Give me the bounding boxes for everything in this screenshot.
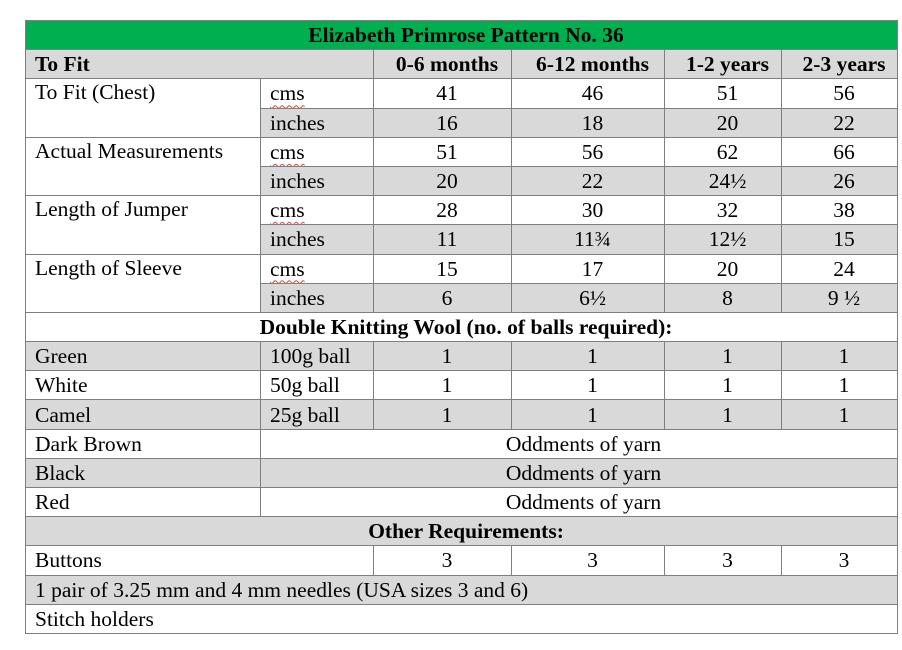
value-cell: 6½ — [512, 283, 665, 312]
ball-count: 1 — [665, 400, 782, 429]
value-cell: 12½ — [665, 225, 782, 254]
size-header: 6-12 months — [512, 50, 665, 79]
measurement-row — [26, 137, 898, 166]
value-cell: 16 — [374, 108, 512, 137]
wool-row — [26, 400, 898, 429]
unit-label — [261, 137, 374, 166]
value-cell: 22 — [782, 108, 898, 137]
ball-count: 1 — [374, 400, 512, 429]
needles-text: 1 pair of 3.25 mm and 4 mm needles (USA sizes 3 and 6) — [26, 575, 898, 604]
value-cell: 56 — [512, 137, 665, 166]
ball-weight: 50g ball — [261, 371, 374, 400]
wool-colour: White — [26, 371, 261, 400]
buttons-label: Buttons — [26, 546, 374, 575]
value-cell: 28 — [374, 196, 512, 225]
measurement-label: To Fit (Chest) — [26, 79, 261, 137]
unit-label: inches — [261, 108, 374, 137]
ball-weight: 100g ball — [261, 342, 374, 371]
unit-label — [261, 254, 374, 283]
unit-label — [261, 196, 374, 225]
header-row — [26, 50, 898, 79]
ball-count: 1 — [374, 371, 512, 400]
wool-heading: Double Knitting Wool (no. of balls required): — [26, 312, 898, 341]
button-count: 3 — [782, 546, 898, 575]
measurement-label: Actual Measurements — [26, 137, 261, 195]
wool-colour: Red — [26, 488, 261, 517]
other-heading: Other Requirements: — [26, 517, 898, 546]
value-cell: 26 — [782, 166, 898, 195]
value-cell: 24 — [782, 254, 898, 283]
value-cell: 15 — [782, 225, 898, 254]
ball-count: 1 — [665, 342, 782, 371]
unit-cms: cms — [270, 139, 305, 164]
ball-count: 1 — [782, 342, 898, 371]
value-cell: 15 — [374, 254, 512, 283]
oddment-row — [26, 458, 898, 487]
pattern-title: Elizabeth Primrose Pattern No. 36 — [26, 21, 898, 50]
ball-count: 1 — [512, 342, 665, 371]
wool-row — [26, 371, 898, 400]
value-cell: 20 — [374, 166, 512, 195]
stitch-holders-text: Stitch holders — [26, 604, 898, 633]
ball-count: 1 — [665, 371, 782, 400]
size-header: 0-6 months — [374, 50, 512, 79]
oddment-note: Oddments of yarn — [261, 458, 898, 487]
button-count: 3 — [374, 546, 512, 575]
value-cell: 20 — [665, 254, 782, 283]
ball-weight: 25g ball — [261, 400, 374, 429]
value-cell: 6 — [374, 283, 512, 312]
size-header: 2-3 years — [782, 50, 898, 79]
ball-count: 1 — [374, 342, 512, 371]
value-cell: 24½ — [665, 166, 782, 195]
value-cell: 9 ½ — [782, 283, 898, 312]
ball-count: 1 — [782, 371, 898, 400]
section-heading-row — [26, 517, 898, 546]
wool-colour: Camel — [26, 400, 261, 429]
title-row — [26, 21, 898, 50]
measurement-label: Length of Sleeve — [26, 254, 261, 312]
wool-colour: Black — [26, 458, 261, 487]
section-heading-row — [26, 312, 898, 341]
measurement-row — [26, 196, 898, 225]
value-cell: 51 — [374, 137, 512, 166]
unit-cms: cms — [270, 81, 305, 106]
value-cell: 62 — [665, 137, 782, 166]
stitch-holders-row — [26, 604, 898, 633]
oddment-note: Oddments of yarn — [261, 488, 898, 517]
measurement-row — [26, 79, 898, 108]
value-cell: 11 — [374, 225, 512, 254]
measurement-row — [26, 254, 898, 283]
oddment-row — [26, 429, 898, 458]
unit-label: inches — [261, 225, 374, 254]
to-fit-header: To Fit — [26, 50, 374, 79]
ball-count: 1 — [782, 400, 898, 429]
oddment-row — [26, 488, 898, 517]
unit-label: inches — [261, 283, 374, 312]
ball-count: 1 — [512, 371, 665, 400]
value-cell: 18 — [512, 108, 665, 137]
wool-colour: Green — [26, 342, 261, 371]
wool-colour: Dark Brown — [26, 429, 261, 458]
value-cell: 66 — [782, 137, 898, 166]
ball-count: 1 — [512, 400, 665, 429]
size-header: 1-2 years — [665, 50, 782, 79]
value-cell: 11¾ — [512, 225, 665, 254]
button-count: 3 — [512, 546, 665, 575]
value-cell: 38 — [782, 196, 898, 225]
value-cell: 56 — [782, 79, 898, 108]
pattern-table — [25, 20, 898, 634]
unit-label — [261, 79, 374, 108]
value-cell: 32 — [665, 196, 782, 225]
value-cell: 17 — [512, 254, 665, 283]
measurement-label: Length of Jumper — [26, 196, 261, 254]
value-cell: 20 — [665, 108, 782, 137]
value-cell: 46 — [512, 79, 665, 108]
needles-row — [26, 575, 898, 604]
value-cell: 8 — [665, 283, 782, 312]
button-count: 3 — [665, 546, 782, 575]
value-cell: 22 — [512, 166, 665, 195]
value-cell: 41 — [374, 79, 512, 108]
unit-cms: cms — [270, 198, 305, 223]
value-cell: 51 — [665, 79, 782, 108]
value-cell: 30 — [512, 196, 665, 225]
unit-label: inches — [261, 166, 374, 195]
oddment-note: Oddments of yarn — [261, 429, 898, 458]
unit-cms: cms — [270, 256, 305, 281]
wool-row — [26, 342, 898, 371]
buttons-row — [26, 546, 898, 575]
